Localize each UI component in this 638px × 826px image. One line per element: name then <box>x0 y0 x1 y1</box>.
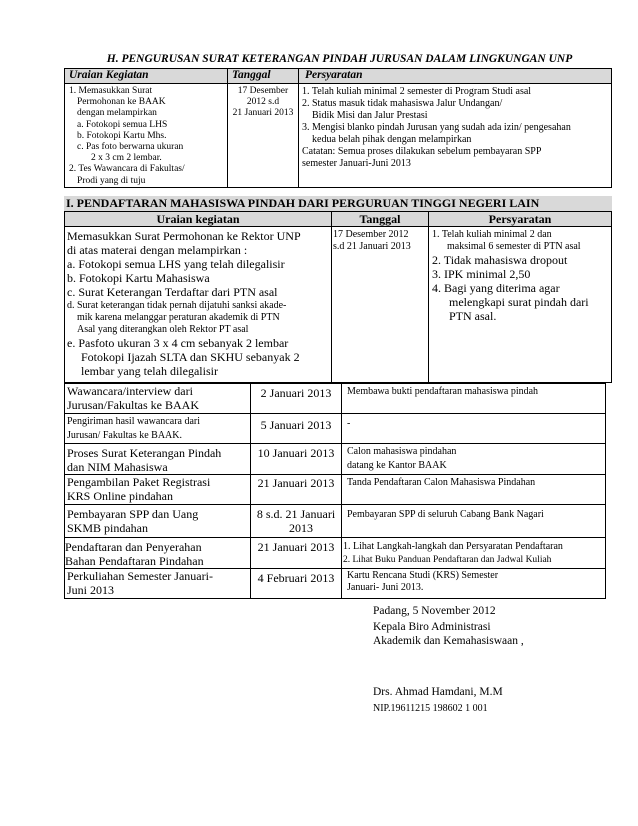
section-i-persyaratan-line: PTN asal. <box>449 309 497 323</box>
schedule-ket-cell <box>342 444 606 475</box>
section-h-persyaratan-line: Bidik Misi dan Jalur Prestasi <box>312 110 428 121</box>
signature-place-date: Padang, 5 November 2012 <box>373 605 496 617</box>
signature-nip: NIP.19611215 198602 1 001 <box>373 703 488 714</box>
schedule-tanggal-line: 5 Januari 2013 <box>260 418 332 432</box>
schedule-uraian-line: KRS Online pindahan <box>67 489 173 503</box>
section-i-persyaratan-line: 4. Bagi yang diterima agar <box>432 281 560 295</box>
schedule-uraian-line: Pengiriman hasil wawancara dari <box>67 416 201 427</box>
schedule-ket-line: - <box>347 418 351 429</box>
section-h-uraian-line: Prodi yang di tuju <box>77 175 146 186</box>
schedule-uraian-line: Juni 2013 <box>67 583 115 597</box>
schedule-uraian-cell <box>65 505 251 538</box>
section-h-uraian-line: 1. Memasukkan Surat <box>69 86 153 96</box>
section-h-header-persyaratan: Persyaratan <box>299 69 612 84</box>
section-h-persyaratan-line: 2. Status masuk tidak mahasiswa Jalur Undangan/ <box>302 98 503 109</box>
section-i-persyaratan-line: 1. Telah kuliah minimal 2 dan <box>432 229 552 240</box>
section-h-tanggal-cell <box>228 84 299 188</box>
schedule-uraian-line: Proses Surat Keterangan Pindah <box>67 446 222 460</box>
section-i-tanggal-line: 17 Desember 2012 <box>333 229 409 240</box>
section-i-uraian-line: a. Fotokopi semua LHS yang telah dilegalisir <box>67 257 285 271</box>
schedule-ket-line: Calon mahasiswa pindahan <box>347 446 457 457</box>
schedule-ket-line: datang ke Kantor BAAK <box>347 460 447 471</box>
schedule-ket-line: 1. Lihat Langkah-langkah dan Persyaratan Pendaftaran <box>343 541 563 552</box>
schedule-row <box>65 444 606 475</box>
schedule-uraian-line: Perkuliahan Semester Januari- <box>67 569 213 583</box>
schedule-uraian-line: Jurusan/ Fakultas ke BAAK. <box>67 430 182 441</box>
section-i-table <box>64 211 612 383</box>
schedule-row <box>65 384 606 414</box>
schedule-uraian-cell <box>65 384 251 414</box>
schedule-table <box>64 383 606 599</box>
section-i-header-persyaratan: Persyaratan <box>429 212 612 227</box>
section-i-uraian-line: Memasukkan Surat Permohonan ke Rektor UNP <box>67 229 301 243</box>
section-i-uraian-line: c. Surat Keterangan Terdaftar dari PTN asal <box>67 285 278 299</box>
section-h-tanggal-line: 17 Desember <box>237 86 289 96</box>
section-i-uraian-line: Fotokopi Ijazah SLTA dan SKHU sebanyak 2 <box>81 350 300 364</box>
section-h-uraian-cell <box>65 84 228 188</box>
schedule-ket-cell <box>342 505 606 538</box>
section-i-persyaratan-line: maksimal 6 semester di PTN asal <box>447 241 581 252</box>
schedule-uraian-cell <box>65 569 251 599</box>
schedule-tanggal-line: 10 Januari 2013 <box>257 446 335 460</box>
schedule-tanggal-cell <box>251 384 342 414</box>
signature-position: Akademik dan Kemahasiswaan , <box>373 635 524 647</box>
schedule-uraian-line: Bahan Pendaftaran Pindahan <box>65 554 204 568</box>
section-h-header-tanggal: Tanggal <box>228 69 299 84</box>
schedule-ket-line: Kartu Rencana Studi (KRS) Semester <box>347 570 499 581</box>
schedule-ket-cell <box>342 538 606 569</box>
schedule-uraian-line: Pengambilan Paket Registrasi <box>67 475 211 489</box>
schedule-uraian-cell <box>65 538 251 569</box>
section-i-uraian-line: d. Surat keterangan tidak pernah dijatuhi sanksi akade- <box>67 300 287 311</box>
section-i-persyaratan-cell <box>429 227 612 383</box>
section-i-header-uraian: Uraian kegiatan <box>65 212 332 227</box>
signature-position: Kepala Biro Administrasi <box>373 621 491 633</box>
schedule-tanggal-line: 2013 <box>289 521 313 535</box>
section-i-uraian-line: mik karena melanggar peraturan akademik di PTN <box>77 312 280 323</box>
section-h-uraian-line: 2. Tes Wawancara di Fakultas/ <box>69 164 185 175</box>
schedule-tanggal-line: 2 Januari 2013 <box>260 386 332 400</box>
section-i-uraian-line: b. Fotokopi Kartu Mahasiswa <box>67 271 210 285</box>
section-i-tanggal-cell <box>332 227 429 383</box>
section-h-uraian-line: 2 x 3 cm 2 lembar. <box>91 153 162 164</box>
schedule-ket-cell <box>342 384 606 414</box>
section-h-title: H. PENGURUSAN SURAT KETERANGAN PINDAH JURUSAN DALAM LINGKUNGAN UNP <box>106 53 573 65</box>
section-h-uraian-line: b. Fotokopi Kartu Mhs. <box>77 130 167 141</box>
section-h-table <box>64 68 612 188</box>
schedule-tanggal-cell <box>251 475 342 505</box>
section-h-persyaratan-cell <box>299 84 612 188</box>
section-i-uraian-line: e. Pasfoto ukuran 3 x 4 cm sebanyak 2 lembar <box>67 336 289 350</box>
section-h-uraian-line: c. Pas foto berwarna ukuran <box>77 142 184 153</box>
section-h-catatan-line: Catatan: Semua proses dilakukan sebelum pembayaran SPP <box>302 146 542 157</box>
section-i-tanggal-line: s.d 21 Januari 2013 <box>333 241 411 252</box>
schedule-tanggal-cell <box>251 414 342 444</box>
section-h-persyaratan-line: 1. Telah kuliah minimal 2 semester di Program Studi asal <box>302 86 532 97</box>
schedule-ket-line: Pembayaran SPP di seluruh Cabang Bank Nagari <box>347 509 544 520</box>
schedule-tanggal-line: 21 Januari 2013 <box>257 540 335 554</box>
schedule-uraian-cell <box>65 444 251 475</box>
schedule-row <box>65 569 606 599</box>
section-h-tanggal-line: 2012 s.d <box>246 97 280 108</box>
section-i-title: I. PENDAFTARAN MAHASISWA PINDAH DARI PERGURUAN TINGGI NEGERI LAIN <box>64 196 612 211</box>
schedule-ket-line: Membawa bukti pendaftaran mahasiswa pindah <box>347 386 539 397</box>
schedule-row <box>65 538 606 569</box>
section-h-persyaratan-line: kedua belah pihak dengan melampirkan <box>312 134 472 145</box>
schedule-uraian-line: Pendaftaran dan Penyerahan <box>65 540 202 554</box>
section-i-uraian-line: di atas materai dengan melampirkan : <box>67 243 248 257</box>
schedule-tanggal-cell <box>251 444 342 475</box>
section-h-uraian-line: dengan melampirkan <box>77 108 157 119</box>
section-i-persyaratan-line: 2. Tidak mahasiswa dropout <box>432 253 568 267</box>
section-h-uraian-line: Permohonan ke BAAK <box>77 97 166 108</box>
schedule-uraian-line: Wawancara/interview dari <box>67 384 193 398</box>
section-i-header-tanggal: Tanggal <box>332 212 429 227</box>
schedule-tanggal-line: 8 s.d. 21 Januari <box>256 507 336 521</box>
section-i-uraian-line: Asal yang diterangkan oleh Rektor PT asal <box>77 324 249 335</box>
schedule-row <box>65 505 606 538</box>
schedule-ket-cell <box>342 569 606 599</box>
schedule-tanggal-cell <box>251 569 342 599</box>
schedule-uraian-line: Jurusan/Fakultas ke BAAK <box>67 398 199 412</box>
schedule-ket-line: 2. Lihat Buku Panduan Pendaftaran dan Jadwal Kuliah <box>343 555 552 566</box>
schedule-uraian-line: dan NIM Mahasiswa <box>67 460 168 474</box>
schedule-ket-cell <box>342 414 606 444</box>
section-i-uraian-line: lembar yang telah dilegalisir <box>81 364 218 378</box>
section-i-uraian-cell <box>65 227 332 383</box>
schedule-uraian-line: Pembayaran SPP dan Uang <box>67 507 199 521</box>
schedule-uraian-cell <box>65 414 251 444</box>
section-h-catatan-line: semester Januari-Juni 2013 <box>302 158 411 169</box>
schedule-uraian-line: SKMB pindahan <box>67 521 148 535</box>
section-h-uraian-line: a. Fotokopi semua LHS <box>77 119 168 130</box>
section-h-tanggal-line: 21 Januari 2013 <box>232 108 294 119</box>
schedule-tanggal-line: 21 Januari 2013 <box>257 476 335 490</box>
section-i-persyaratan-line: melengkapi surat pindah dari <box>449 295 589 309</box>
schedule-uraian-cell <box>65 475 251 505</box>
schedule-ket-line: Tanda Pendaftaran Calon Mahasiswa Pindahan <box>347 477 536 488</box>
schedule-tanggal-cell <box>251 538 342 569</box>
schedule-row <box>65 475 606 505</box>
signature-name: Drs. Ahmad Hamdani, M.M <box>373 686 503 698</box>
schedule-ket-line: Januari- Juni 2013. <box>347 582 424 593</box>
schedule-tanggal-cell <box>251 505 342 538</box>
section-h-header-uraian: Uraian Kegiatan <box>65 69 228 84</box>
section-i-persyaratan-line: 3. IPK minimal 2,50 <box>432 267 531 281</box>
section-h-persyaratan-line: 3. Mengisi blanko pindah Jurusan yang sudah ada izin/ pengesahan <box>302 122 571 133</box>
schedule-ket-cell <box>342 475 606 505</box>
schedule-tanggal-line: 4 Februari 2013 <box>257 571 335 585</box>
schedule-row <box>65 414 606 444</box>
